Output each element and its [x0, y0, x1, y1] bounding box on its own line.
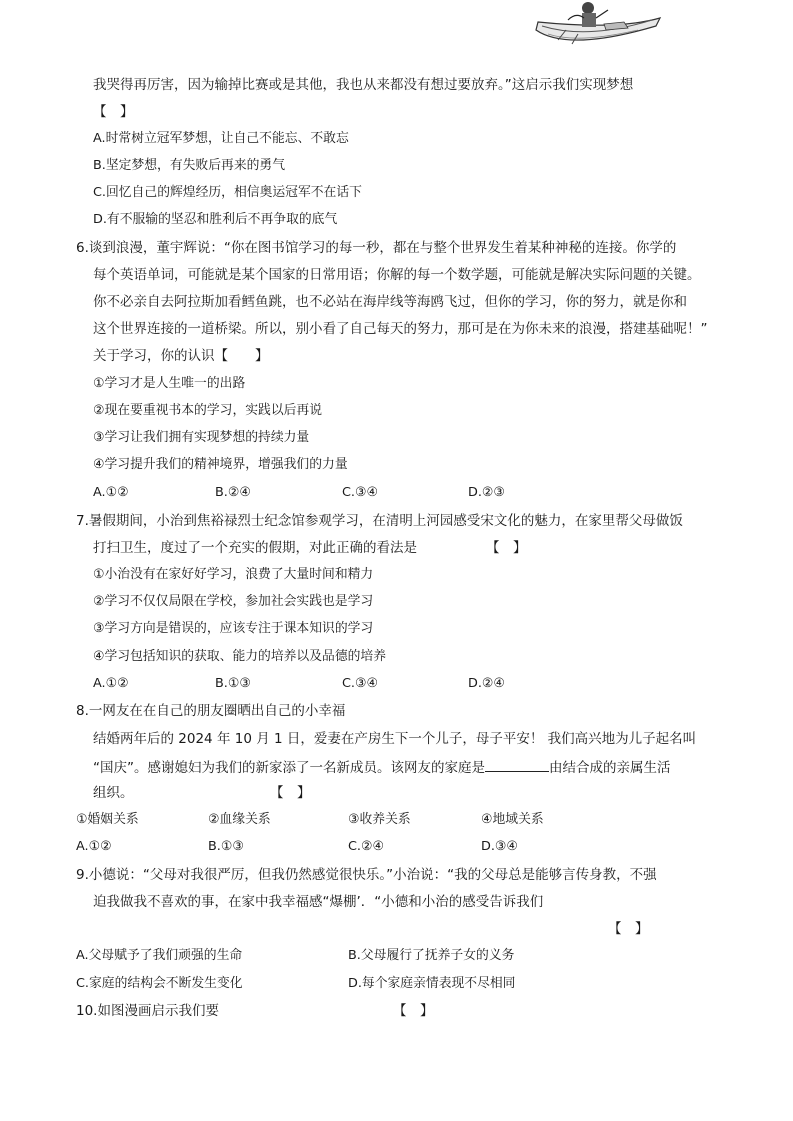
- q7-option-c[interactable]: C.③④: [342, 676, 378, 691]
- cartoon-illustration: [528, 0, 668, 48]
- q8-text-line-2b: 由结合成的亲属生活: [549, 760, 671, 776]
- q8-item-4: ④地域关系: [481, 812, 544, 827]
- q8-option-a[interactable]: A.①②: [76, 839, 112, 854]
- q6-option-a[interactable]: A.①②: [93, 485, 129, 500]
- q8-text-line-2a: “国庆”。感谢媳妇为我们的新家添了一名新成员。该网友的家庭是: [93, 760, 485, 776]
- q7-option-a[interactable]: A.①②: [93, 676, 129, 691]
- q8-answer-bracket[interactable]: 【 】: [270, 785, 311, 801]
- q7-stem-line-2: 打扫卫生，度过了一个充实的假期，对此正确的看法是: [93, 540, 417, 556]
- q7-item-4: ④学习包括知识的获取、能力的培养以及品德的培养: [93, 649, 387, 664]
- q6-stem-line-3: 你不必亲自去阿拉斯加看鳕鱼跳，也不必站在海岸线等海鸥飞过，但你的学习，你的努力，就是你和: [93, 294, 687, 310]
- q9-option-d[interactable]: D.每个家庭亲情表现不尽相同: [348, 976, 516, 991]
- q6-item-2: ②现在要重视书本的学习，实践以后再说: [93, 403, 323, 418]
- q8-title: 8.一网友在在自己的朋友圈晒出自己的小幸福: [76, 703, 346, 719]
- q6-stem-line-4: 这个世界连接的一道桥梁。所以，别小看了自己每天的努力，那可是在为你未来的浪漫，搭建基础呢！”: [93, 321, 708, 337]
- q6-stem-line-2: 每个英语单词，可能就是某个国家的日常用语；你解的每一个数学题，可能就是解决实际问题的关键。: [93, 267, 701, 283]
- q5-option-d[interactable]: D.有不服输的坚忍和胜利后不再争取的底气: [93, 212, 338, 227]
- q7-item-3: ③学习方向是错误的，应该专注于课本知识的学习: [93, 621, 374, 636]
- q8-text-line-2: [93, 757, 671, 777]
- q5-stem-tail: 我哭得再厉害，因为输掉比赛或是其他，我也从来都没有想过要放弃。”这启示我们实现梦想: [93, 77, 634, 93]
- q6-option-b[interactable]: B.②④: [215, 485, 251, 500]
- q6-option-c[interactable]: C.③④: [342, 485, 378, 500]
- q9-option-a[interactable]: A.父母赋予了我们顽强的生命: [76, 948, 243, 963]
- q10-answer-bracket[interactable]: 【 】: [393, 1003, 434, 1019]
- q5-option-a[interactable]: A.时常树立冠军梦想，让自己不能忘、不敢忘: [93, 131, 349, 146]
- q8-option-c[interactable]: C.②④: [348, 839, 384, 854]
- q6-item-1: ①学习才是人生唯一的出路: [93, 376, 246, 391]
- q6-item-3: ③学习让我们拥有实现梦想的持续力量: [93, 430, 310, 445]
- q7-item-1: ①小治没有在家好好学习，浪费了大量时间和精力: [93, 567, 374, 582]
- q8-item-1: ①婚姻关系: [76, 812, 139, 827]
- q8-item-3: ③收养关系: [348, 812, 411, 827]
- q7-item-2: ②学习不仅仅局限在学校，参加社会实践也是学习: [93, 594, 374, 609]
- q7-option-d[interactable]: D.②④: [468, 676, 505, 691]
- q7-stem-line-1: 7.暑假期间，小治到焦裕禄烈士纪念馆参观学习，在清明上河园感受宋文化的魅力，在家里帮父母做饭: [76, 513, 683, 529]
- q6-option-d[interactable]: D.②③: [468, 485, 505, 500]
- q5-option-c[interactable]: C.回忆自己的辉煌经历，相信奥运冠军不在话下: [93, 185, 362, 200]
- q5-option-b[interactable]: B.坚定梦想，有失败后再来的勇气: [93, 158, 286, 173]
- q9-option-b[interactable]: B.父母履行了抚养子女的义务: [348, 948, 515, 963]
- q6-stem-line-5[interactable]: 关于学习，你的认识【 】: [93, 348, 269, 364]
- q8-option-b[interactable]: B.①③: [208, 839, 244, 854]
- q8-text-line-1: 结婚两年后的 2024 年 10 月 1 日，爱妻在产房生下一个儿子，母子平安！ 我们高兴地为儿子起名叫: [93, 731, 697, 747]
- q10-stem: 10.如图漫画启示我们要: [76, 1003, 219, 1019]
- q8-item-2: ②血缘关系: [208, 812, 271, 827]
- q5-answer-bracket[interactable]: 【 】: [93, 104, 134, 120]
- q9-stem-line-2: 迫我做我不喜欢的事，在家中我幸福感“爆棚’．“小德和小治的感受告诉我们: [93, 894, 544, 910]
- q7-answer-bracket[interactable]: 【 】: [486, 540, 527, 556]
- q8-fill-blank[interactable]: [485, 757, 549, 772]
- q7-option-b[interactable]: B.①③: [215, 676, 251, 691]
- q9-stem-line-1: 9.小德说：“父母对我很严厉，但我仍然感觉很快乐。”小治说：“我的父母总是能够言传身教，不强: [76, 867, 657, 883]
- q6-item-4: ④学习提升我们的精神境界，增强我们的力量: [93, 457, 348, 472]
- q8-text-line-3: 组织。: [93, 785, 134, 801]
- q9-answer-bracket[interactable]: 【 】: [608, 921, 649, 937]
- q6-stem-line-1: 6.谈到浪漫，董宇辉说：“你在图书馆学习的每一秒，都在与整个世界发生着某种神秘的连接。你学的: [76, 240, 677, 256]
- q9-option-c[interactable]: C.家庭的结构会不断发生变化: [76, 976, 243, 991]
- q8-option-d[interactable]: D.③④: [481, 839, 518, 854]
